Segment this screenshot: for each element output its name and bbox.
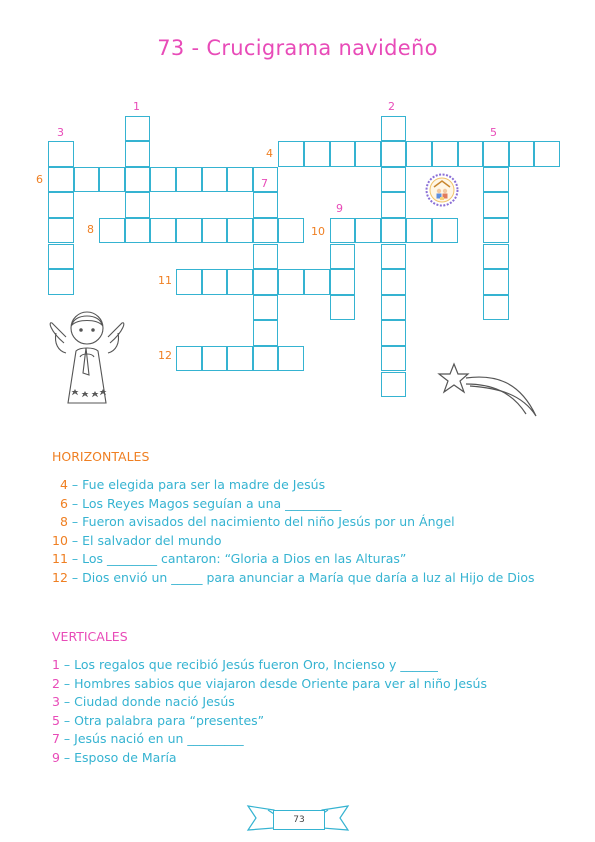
crossword-cell[interactable] <box>150 218 176 244</box>
clue-text: – Otra palabra para “presentes” <box>59 712 265 728</box>
clue-text: – Dios envió un _____ para anunciar a María que daría a luz al Hijo de Dios <box>67 570 535 585</box>
verticales-clue-5 <box>52 713 264 728</box>
crossword-cell[interactable] <box>48 218 74 244</box>
crossword-cell[interactable] <box>125 116 151 142</box>
clue-number: 1 <box>52 657 60 672</box>
crossword-cell[interactable] <box>483 192 509 218</box>
clue-number-5: 5 <box>490 126 497 139</box>
crossword-cell[interactable] <box>381 192 407 218</box>
crossword-cell[interactable] <box>48 269 74 295</box>
clue-text: – El salvador del mundo <box>67 532 222 548</box>
crossword-cell[interactable] <box>227 218 253 244</box>
angel-illustration <box>46 303 128 408</box>
crossword-cell[interactable] <box>330 269 356 295</box>
crossword-cell[interactable] <box>253 269 279 295</box>
crossword-cell[interactable] <box>355 141 381 167</box>
clue-number: 5 <box>52 712 60 728</box>
clue-number-1: 1 <box>133 100 140 113</box>
nativity-badge-icon <box>425 173 459 207</box>
crossword-cell[interactable] <box>227 269 253 295</box>
crossword-cell[interactable] <box>202 346 228 372</box>
crossword-cell[interactable] <box>176 346 202 372</box>
crossword-cell[interactable] <box>227 346 253 372</box>
verticales-heading: VERTICALES <box>52 629 128 644</box>
crossword-cell[interactable] <box>458 141 484 167</box>
crossword-cell[interactable] <box>432 218 458 244</box>
clue-number-3: 3 <box>57 126 64 139</box>
verticales-clue-9 <box>52 750 177 765</box>
crossword-cell[interactable] <box>253 244 279 270</box>
horizontales-clue-4 <box>60 477 325 492</box>
crossword-cell[interactable] <box>125 141 151 167</box>
crossword-cell[interactable] <box>202 167 228 193</box>
clue-text: – Ciudad donde nació Jesús <box>59 694 235 710</box>
crossword-cell[interactable] <box>202 218 228 244</box>
verticales-clue-1 <box>52 657 438 672</box>
crossword-cell[interactable] <box>253 192 279 218</box>
clue-number: 2 <box>52 675 60 691</box>
crossword-cell[interactable] <box>176 167 202 193</box>
crossword-cell[interactable] <box>483 167 509 193</box>
crossword-cell[interactable] <box>253 320 279 346</box>
crossword-cell[interactable] <box>253 346 279 372</box>
clue-number: 10 <box>52 532 68 548</box>
crossword-cell[interactable] <box>483 218 509 244</box>
crossword-cell[interactable] <box>330 244 356 270</box>
crossword-cell[interactable] <box>381 141 407 167</box>
clue-text: – Hombres sabios que viajaron desde Oriente para ver al niño Jesús <box>59 675 487 691</box>
crossword-cell[interactable] <box>304 269 330 295</box>
crossword-cell[interactable] <box>483 295 509 321</box>
crossword-cell[interactable] <box>227 167 253 193</box>
clue-text: – Los regalos que recibió Jesús fueron Oro, Incienso y ______ <box>59 657 438 672</box>
clue-number-8: 8 <box>87 223 94 236</box>
crossword-cell[interactable] <box>48 192 74 218</box>
crossword-cell[interactable] <box>253 295 279 321</box>
crossword-cell[interactable] <box>278 218 304 244</box>
clue-number-9: 9 <box>336 202 343 215</box>
clue-number-2: 2 <box>388 100 395 113</box>
clue-number: 7 <box>52 731 60 747</box>
clue-number: 4 <box>60 477 68 492</box>
crossword-cell[interactable] <box>381 372 407 398</box>
crossword-cell[interactable] <box>483 141 509 167</box>
crossword-cell[interactable] <box>355 218 381 244</box>
clue-number-7: 7 <box>261 177 268 190</box>
clue-text: – Los Reyes Magos seguían a una _________ <box>67 495 342 511</box>
crossword-cell[interactable] <box>48 167 74 193</box>
clue-number: 8 <box>60 514 68 530</box>
clue-text: – Fueron avisados del nacimiento del niño Jesús por un Ángel <box>67 514 455 530</box>
crossword-cell[interactable] <box>48 244 74 270</box>
horizontales-clue-11 <box>52 551 406 566</box>
crossword-cell[interactable] <box>125 192 151 218</box>
crossword-cell[interactable] <box>381 346 407 372</box>
crossword-cell[interactable] <box>330 218 356 244</box>
shooting-star-illustration <box>436 360 540 420</box>
crossword-cell[interactable] <box>406 218 432 244</box>
verticales-clue-7 <box>52 731 244 746</box>
crossword-cell[interactable] <box>381 320 407 346</box>
clue-number: 9 <box>52 750 60 765</box>
crossword-cell[interactable] <box>381 116 407 142</box>
clue-number-12: 12 <box>158 349 172 362</box>
page-number: 73 <box>273 810 325 830</box>
crossword-cell[interactable] <box>278 141 304 167</box>
clue-text: – Los ________ cantaron: “Gloria a Dios en las Alturas” <box>67 551 407 567</box>
crossword-cell[interactable] <box>304 141 330 167</box>
crossword-cell[interactable] <box>125 167 151 193</box>
crossword-cell[interactable] <box>381 218 407 244</box>
verticales-clue-2 <box>52 676 487 691</box>
clue-number-11: 11 <box>158 274 172 287</box>
crossword-cell[interactable] <box>330 141 356 167</box>
crossword-cell[interactable] <box>406 141 432 167</box>
clue-number-4: 4 <box>266 147 273 160</box>
crossword-cell[interactable] <box>253 218 279 244</box>
crossword-cell[interactable] <box>48 141 74 167</box>
crossword-cell[interactable] <box>99 167 125 193</box>
horizontales-heading: HORIZONTALES <box>52 449 150 464</box>
crossword-cell[interactable] <box>483 244 509 270</box>
verticales-clue-3 <box>52 694 235 709</box>
clue-number: 12 <box>52 570 68 585</box>
clue-text: – Fue elegida para ser la madre de Jesús <box>67 477 326 492</box>
crossword-cell[interactable] <box>278 346 304 372</box>
clue-number: 3 <box>52 694 60 710</box>
crossword-cell[interactable] <box>176 218 202 244</box>
crossword-cell[interactable] <box>381 244 407 270</box>
crossword-cell[interactable] <box>509 141 535 167</box>
crossword-cell[interactable] <box>99 218 125 244</box>
crossword-cell[interactable] <box>176 269 202 295</box>
horizontales-clue-8 <box>60 514 455 529</box>
crossword-cell[interactable] <box>150 167 176 193</box>
page-title: 73 - Crucigrama navideño <box>157 36 438 60</box>
clue-number-10: 10 <box>311 225 325 238</box>
crossword-cell[interactable] <box>125 218 151 244</box>
crossword-cell[interactable] <box>278 269 304 295</box>
crossword-cell[interactable] <box>381 295 407 321</box>
crossword-cell[interactable] <box>202 269 228 295</box>
clue-text: – Esposo de María <box>59 750 177 765</box>
horizontales-clue-10 <box>52 533 222 548</box>
crossword-cell[interactable] <box>483 269 509 295</box>
horizontales-clue-6 <box>60 496 341 511</box>
crossword-cell[interactable] <box>432 141 458 167</box>
clue-text: – Jesús nació en un _________ <box>59 731 244 747</box>
crossword-cell[interactable] <box>534 141 560 167</box>
clue-number: 11 <box>52 551 68 567</box>
crossword-cell[interactable] <box>381 269 407 295</box>
clue-number-6: 6 <box>36 173 43 186</box>
crossword-cell[interactable] <box>381 167 407 193</box>
horizontales-clue-12 <box>52 570 535 585</box>
crossword-cell[interactable] <box>330 295 356 321</box>
clue-number: 6 <box>60 495 68 511</box>
crossword-cell[interactable] <box>74 167 100 193</box>
